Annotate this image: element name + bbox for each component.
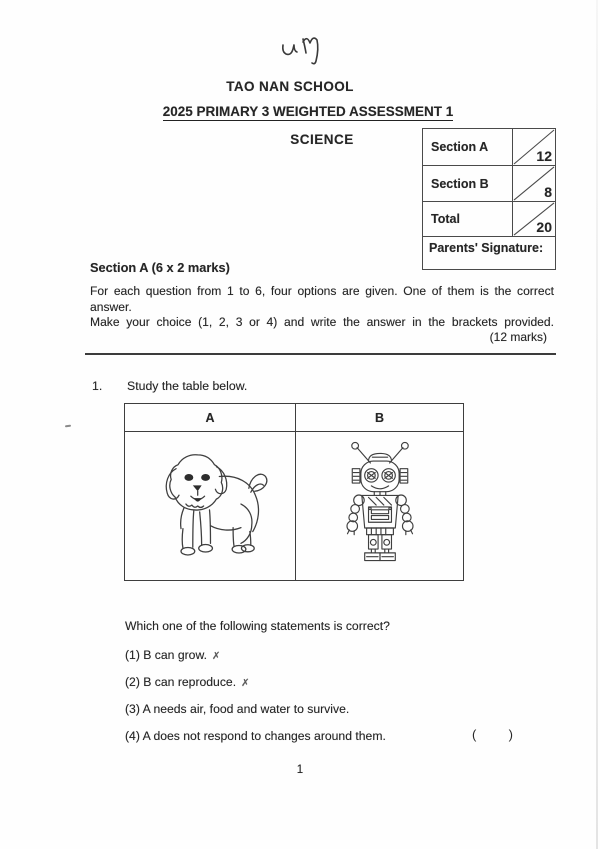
toy-robot-line-drawing [332, 440, 428, 572]
exam-title: 2025 PRIMARY 3 WEIGHTED ASSESSMENT 1 [162, 104, 454, 119]
column-header-a: A [125, 404, 296, 431]
marks-score-cell [512, 129, 555, 165]
pen-cross-mark: ✗ [211, 651, 221, 662]
section-a-marks-note: (12 marks) [489, 330, 547, 344]
marks-row-label: Section B [431, 176, 489, 191]
option-3 [125, 702, 354, 716]
option-3-text: (3) A needs air, food and water to survive. [125, 702, 350, 716]
marks-score-cell [512, 202, 555, 236]
max-marks: 20 [536, 219, 552, 235]
bracket-open: ( [472, 727, 477, 742]
pen-cross-mark: ✗ [241, 678, 250, 689]
option-2 [125, 675, 250, 689]
marks-row-signature [423, 237, 555, 269]
school-name: TAO NAN SCHOOL [226, 79, 354, 94]
option-4-text: (4) A does not respond to changes around them. [125, 729, 386, 743]
question-table-body-row [125, 432, 463, 580]
stray-scan-mark [65, 425, 71, 428]
option-1 [125, 648, 220, 662]
cell-b-robot [296, 432, 463, 580]
option-2-text: (2) B can reproduce. [125, 675, 237, 689]
puppy-line-drawing [148, 448, 272, 564]
question-1-table [124, 403, 464, 581]
answer-brackets [472, 727, 513, 742]
marks-row-label: Section A [431, 140, 489, 154]
scan-edge-artifact [596, 0, 598, 849]
page-number: 1 [296, 764, 304, 776]
parents-signature-label: Parents' Signature: [429, 241, 544, 255]
bracket-close: ) [508, 727, 513, 742]
marks-row-label: Total [431, 212, 460, 226]
cell-a-puppy [125, 432, 296, 580]
question-prompt: Study the table below. [127, 379, 248, 393]
question-text: Which one of the following statements is correct? [125, 619, 390, 633]
section-a-instructions [90, 284, 554, 331]
marks-row-section-a [423, 129, 555, 166]
marks-score-cell [512, 166, 555, 201]
handwritten-scribble [276, 33, 322, 69]
marks-table [422, 128, 556, 270]
section-divider-rule [85, 353, 556, 355]
max-marks: 8 [544, 184, 552, 200]
marks-row-section-b [423, 166, 555, 202]
column-header-b: B [374, 410, 385, 425]
max-marks: 12 [536, 148, 552, 164]
section-a-heading: Section A (6 x 2 marks) [90, 260, 230, 275]
option-4 [125, 729, 391, 743]
marks-row-total [423, 202, 555, 237]
instruction-line: Make your choice (1, 2, 3 or 4) and write the answer in the brackets provided. [90, 315, 554, 330]
question-number: 1. [92, 379, 103, 393]
instruction-line: For each question from 1 to 6, four options are given. One of them is the correct answer. [90, 284, 554, 314]
option-1-text: (1) B can grow. [125, 648, 207, 662]
question-table-header-row [125, 404, 463, 432]
subject-title: SCIENCE [290, 132, 354, 147]
